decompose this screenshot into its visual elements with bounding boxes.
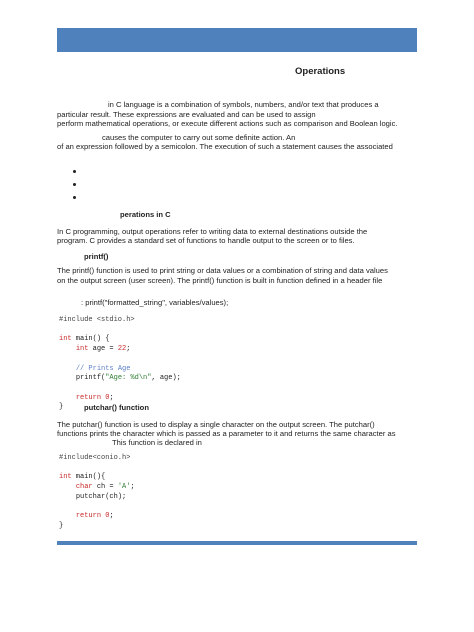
footer-rule [57, 541, 417, 545]
code-comment: // Prints Age [75, 364, 131, 373]
intro-line-2: particular result. These expressions are evaluated and can be used to assign [57, 110, 316, 119]
bullet-2 [73, 183, 76, 186]
putchar-line-2: functions prints the character which is passed as a parameter to it and returns the same character as [57, 429, 396, 438]
section-para-line-2: program. C provides a standard set of functions to handle output to the screen or to files. [57, 236, 355, 245]
page-title: Operations [295, 66, 346, 77]
section-para-line-1: In C programming, output operations refer to writing data to external destinations outside the [57, 227, 368, 236]
intro-line-1: in C language is a combination of symbols, numbers, and/or text that produces a [108, 100, 379, 109]
printf-line-2: on the output screen (user screen). The printf() function is built in function defined in a header file [57, 276, 383, 285]
section-heading: perations in C [120, 210, 171, 219]
intro-line-4: causes the computer to carry out some definite action. An [102, 133, 296, 142]
bullet-3 [73, 196, 76, 199]
intro-line-3: perform mathematical operations, or execute different actions such as comparison and Boolean logic. [57, 119, 398, 128]
putchar-line-3: This function is declared in [112, 438, 202, 447]
intro-line-5: of an expression followed by a semicolon. The execution of such a statement causes the associated [57, 142, 393, 151]
code-block-putchar: #include<conio.h> int main(){ char ch = 'A'; putchar(ch); return 0; } [59, 454, 135, 530]
printf-line-1: The printf() function is used to print string or data values or a combination of string and data values [57, 266, 388, 275]
bullet-1 [73, 170, 76, 173]
header-band [57, 28, 417, 52]
putchar-heading: putchar() function [84, 403, 149, 412]
code-include: #include <stdio.h> [59, 316, 135, 324]
code-block-printf: #include <stdio.h> int main() { int age = 22; // Prints Age printf("Age: %d\n", age); return 0; } [59, 316, 181, 412]
printf-heading: printf() [84, 252, 109, 261]
printf-syntax: : printf("formatted_string", variables/values); [81, 298, 229, 307]
putchar-line-1: The putchar() function is used to display a single character on the output screen. The putchar() [57, 420, 375, 429]
